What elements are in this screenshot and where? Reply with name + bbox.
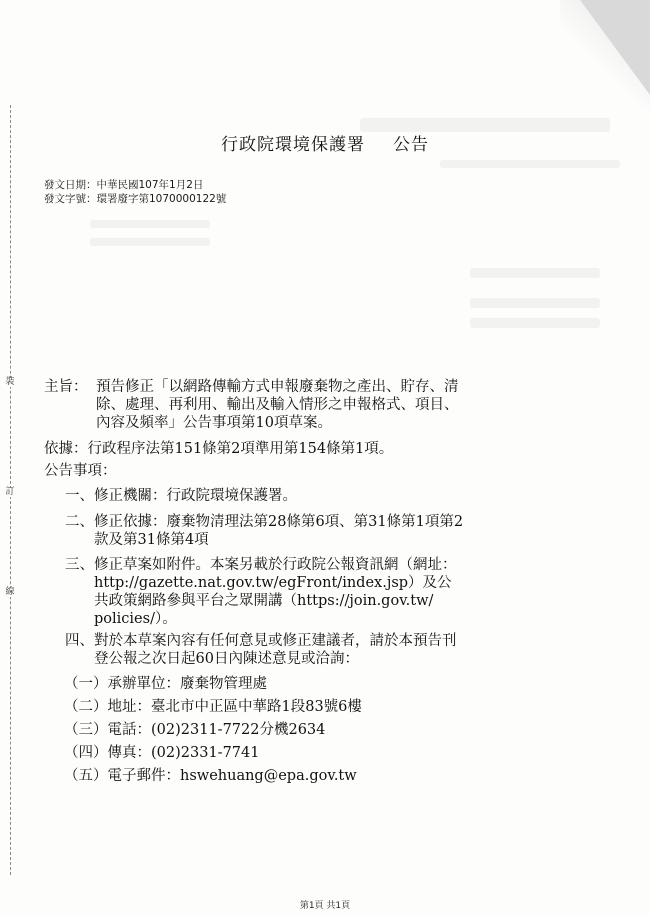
issue-number-value: 環署廢字第1070000122號: [96, 193, 227, 205]
bleed-through-mark: [470, 268, 600, 278]
notice-section: [44, 462, 604, 480]
basis-section: [44, 440, 604, 458]
contact-text: 承辦單位：廢棄物管理處: [107, 676, 267, 692]
contact-number: （四）: [64, 745, 108, 761]
subject-line: 內容及頻率」公告事項第10項草案。: [96, 415, 332, 431]
item-line: 修正機關：行政院環境保護署。: [94, 488, 297, 504]
issue-number-label: 發文字號：: [44, 193, 97, 205]
contact-row: [44, 719, 604, 742]
item-line: policies/）。: [94, 611, 177, 627]
subject-line: 除、處理、再利用、輸出及輸入情形之申報格式、項目、: [96, 397, 459, 413]
contact-row: [44, 696, 604, 719]
binding-mark: 裝: [5, 377, 15, 387]
contact-number: （二）: [64, 699, 108, 715]
title-type: 公告: [393, 135, 429, 155]
item-line: 登公報之次日起60日內陳述意見或洽詢：: [94, 651, 359, 667]
contact-number: （三）: [64, 722, 108, 738]
item-number: 四、: [65, 633, 94, 649]
item-line: 款及第31條第4項: [94, 532, 209, 548]
notice-item: [44, 556, 604, 628]
issue-number: [44, 191, 226, 206]
item-number: 二、: [65, 514, 94, 530]
notice-label: 公告事項：: [44, 463, 117, 479]
contact-text: 電子郵件：hswehuang@epa.gov.tw: [107, 768, 357, 784]
item-number: 一、: [65, 488, 94, 504]
notice-item: [44, 513, 604, 549]
bleed-through-mark: [470, 318, 600, 328]
basis-label: 依據：: [44, 441, 88, 457]
item-number: 三、: [65, 557, 94, 573]
issue-date-value: 中華民國107年1月2日: [96, 179, 204, 191]
item-line: http://gazette.nat.gov.tw/egFront/index.jsp）及公: [94, 575, 452, 591]
bleed-through-mark: [90, 238, 210, 246]
bleed-through-mark: [440, 160, 620, 168]
contact-list: [44, 673, 604, 788]
item-line: 共政策網路參與平台之眾開講（https://join.gov.tw/: [94, 593, 434, 609]
subject-label: 主旨：: [44, 379, 88, 395]
binding-mark: 線: [5, 587, 15, 597]
contact-number: （五）: [64, 768, 108, 784]
document-title: [0, 130, 650, 155]
notice-item: [44, 487, 604, 505]
issue-date-label: 發文日期：: [44, 179, 97, 191]
item-line: 修正草案如附件。本案另載於行政院公報資訊網（網址：: [94, 557, 457, 573]
contact-row: [44, 742, 604, 765]
item-line: 修正依據：廢棄物清理法第28條第6項、第31條第1項第2: [94, 514, 464, 530]
contact-number: （一）: [64, 676, 108, 692]
folded-corner: [580, 0, 650, 95]
title-agency: 行政院環境保護署: [221, 135, 365, 155]
basis-text: 行政程序法第151條第2項準用第154條第1項。: [87, 441, 394, 457]
bleed-through-mark: [470, 298, 600, 308]
contact-row: [44, 765, 604, 788]
bleed-through-mark: [90, 220, 210, 228]
contact-text: 電話：(02)2311-7722分機2634: [107, 722, 326, 738]
subject-section: [44, 378, 604, 432]
contact-row: [44, 673, 604, 696]
subject-line: 預告修正「以網路傳輸方式申報廢棄物之產出、貯存、清: [96, 379, 459, 395]
binding-mark: 訂: [5, 487, 15, 497]
contact-text: 傳真：(02)2331-7741: [107, 745, 260, 761]
item-line: 對於本草案內容有任何意見或修正建議者，請於本預告刊: [94, 633, 457, 649]
notice-item: [44, 632, 604, 668]
issue-date: [44, 177, 203, 192]
page-footer: 第1頁 共1頁: [299, 901, 351, 911]
contact-text: 地址：臺北市中正區中華路1段83號6樓: [107, 699, 362, 715]
